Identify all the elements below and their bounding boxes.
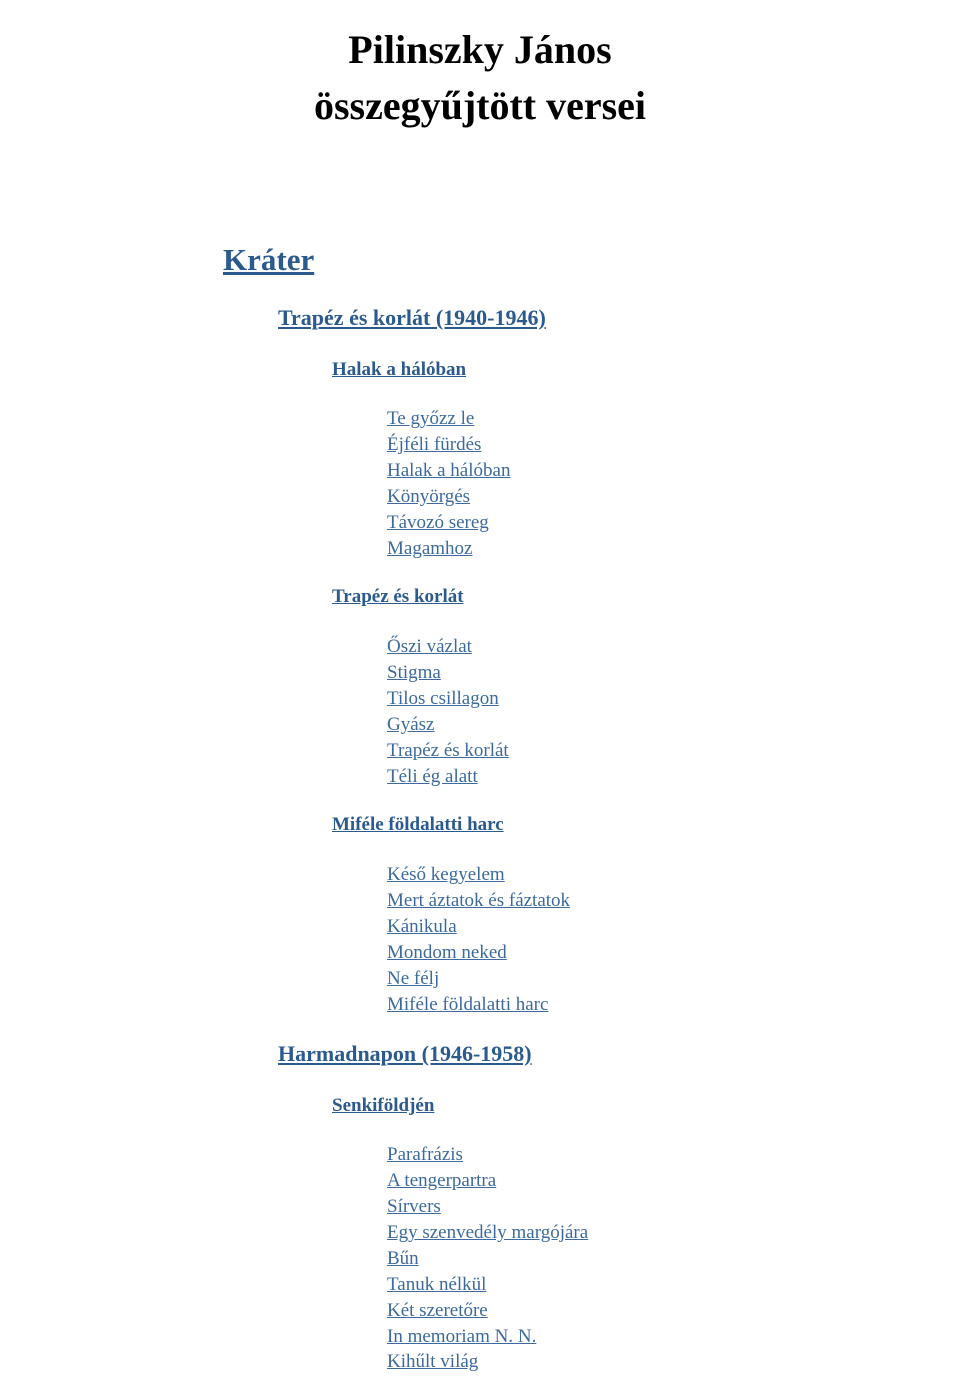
toc-section-mifele-foldalatti-harc[interactable]: Miféle földalatti harc: [332, 814, 504, 835]
toc-poem-link[interactable]: Távozó sereg: [387, 512, 489, 533]
toc-poem-link[interactable]: Mondom neked: [387, 942, 507, 963]
toc-poem-link[interactable]: Gyász: [387, 714, 435, 735]
toc-poem-link[interactable]: Magamhoz: [387, 538, 473, 559]
toc-poem-link[interactable]: Tilos csillagon: [387, 688, 499, 709]
toc-poem-link[interactable]: Kánikula: [387, 916, 457, 937]
toc-poem-link[interactable]: Könyörgés: [387, 486, 471, 507]
toc-poem-link[interactable]: Trapéz és korlát: [387, 740, 509, 761]
toc-poem-link[interactable]: Két szeretőre: [387, 1300, 488, 1321]
toc-poem-link[interactable]: Téli ég alatt: [387, 766, 478, 787]
toc-poem-link[interactable]: Kihűlt világ: [387, 1351, 479, 1372]
toc-part-harmadnapon[interactable]: Harmadnapon (1946-1958): [278, 1041, 532, 1066]
toc-poem-link[interactable]: Stigma: [387, 662, 441, 683]
toc-poem-link[interactable]: Ne félj: [387, 968, 440, 989]
toc-poem-link[interactable]: Egy szenvedély margójára: [387, 1222, 589, 1243]
toc-poem-link[interactable]: Sírvers: [387, 1196, 441, 1217]
toc-poem-link[interactable]: Parafrázis: [387, 1144, 463, 1165]
toc-poem-link[interactable]: Halak a hálóban: [387, 460, 511, 481]
toc-volume-krater[interactable]: Kráter: [223, 242, 315, 277]
book-title-collection: összegyűjtött versei: [313, 83, 647, 128]
toc-part-trapez-es-korlat[interactable]: Trapéz és korlát (1940-1946): [278, 305, 546, 330]
toc-poem-link[interactable]: Bűn: [387, 1248, 419, 1269]
toc-poem-link[interactable]: In memoriam N. N.: [387, 1326, 537, 1347]
toc-section-senkifoldjen[interactable]: Senkiföldjén: [332, 1095, 435, 1116]
toc-section-trapez-es-korlat[interactable]: Trapéz és korlát: [332, 586, 464, 607]
toc-poem-link[interactable]: Késő kegyelem: [387, 864, 505, 885]
toc-poem-link[interactable]: Tanuk nélkül: [387, 1274, 487, 1295]
book-title-author: Pilinszky János: [348, 27, 612, 72]
toc-poem-link[interactable]: Éjféli fürdés: [387, 434, 482, 455]
toc-poem-link[interactable]: Miféle földalatti harc: [387, 994, 549, 1015]
toc-poem-link[interactable]: Te győzz le: [387, 408, 475, 429]
toc-poem-link[interactable]: Mert áztatok és fáztatok: [387, 890, 571, 911]
toc-poem-link[interactable]: A tengerpartra: [387, 1170, 497, 1191]
toc-poem-link[interactable]: Őszi vázlat: [387, 636, 472, 657]
toc-section-halak-a-haloban[interactable]: Halak a hálóban: [332, 359, 467, 380]
